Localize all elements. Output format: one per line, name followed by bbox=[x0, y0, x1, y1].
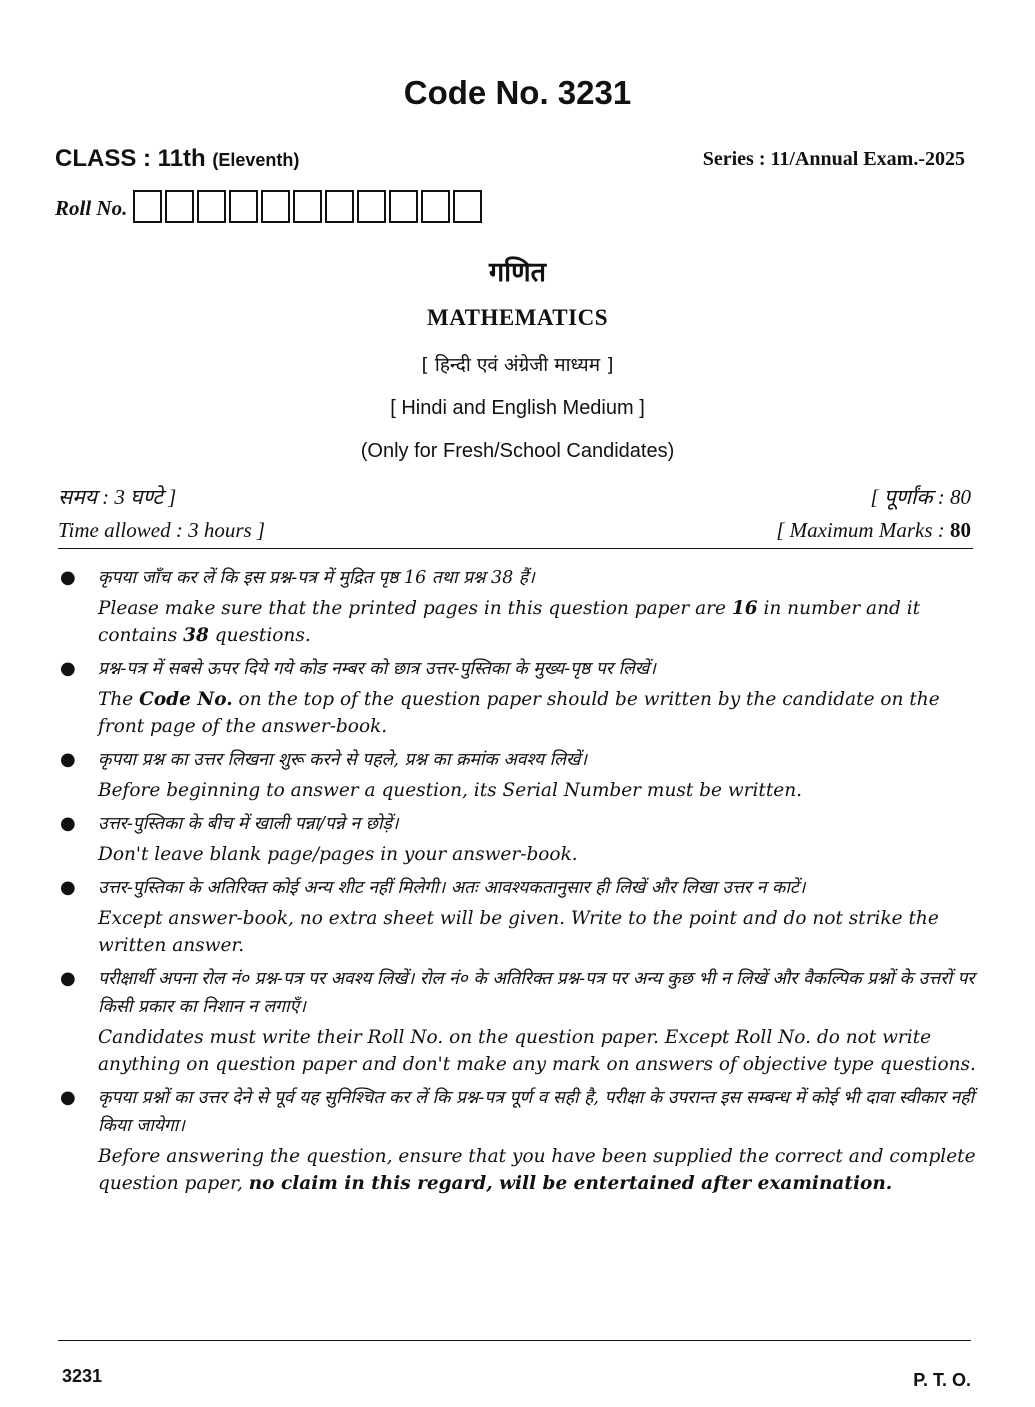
roll-box[interactable] bbox=[325, 190, 354, 223]
divider-bottom bbox=[58, 1340, 971, 1341]
instruction-hindi: प्रश्न-पत्र में सबसे ऊपर दिये गये कोड नम्बर को छात्र उत्तर-पुस्तिका के मुख्य-पृष्ठ पर लिखें। bbox=[98, 659, 656, 679]
class-value: CLASS : 11th bbox=[55, 145, 206, 172]
instruction-english: Before beginning to answer a question, its Serial Number must be written. bbox=[98, 780, 803, 801]
roll-box[interactable] bbox=[261, 190, 290, 223]
bullet-icon: ● bbox=[60, 567, 76, 588]
roll-box[interactable] bbox=[453, 190, 482, 223]
bullet-icon: ● bbox=[60, 1087, 76, 1108]
medium-english: [ Hindi and English Medium ] bbox=[390, 397, 645, 419]
instruction-english: The Code No. on the top of the question paper should be written by the candidate on the front page of the answer-book. bbox=[98, 689, 940, 737]
roll-box[interactable] bbox=[357, 190, 386, 223]
instruction-item bbox=[58, 564, 978, 649]
instruction-item bbox=[58, 746, 978, 804]
instruction-hindi: परीक्षार्थी अपना रोल नं० प्रश्न-पत्र पर अवश्य लिखें। रोल नं० के अतिरिक्त प्रश्न-पत्र पर अन्य कुछ भी न लिखें और वैकल्पिक प्रश्नों के उत्तरों पर किसी प्रकार का निशान न लगाएँ। bbox=[98, 969, 975, 1017]
roll-number-field[interactable] bbox=[55, 190, 485, 223]
time-row-english bbox=[58, 518, 971, 543]
subject-title-hindi: गणित bbox=[488, 257, 547, 288]
bullet-icon: ● bbox=[60, 877, 76, 898]
bullet-icon: ● bbox=[60, 813, 76, 834]
time-english: Time allowed : 3 hours ] bbox=[58, 518, 266, 542]
class-label bbox=[55, 145, 299, 173]
class-sub: (Eleventh) bbox=[212, 150, 300, 170]
roll-box[interactable] bbox=[197, 190, 226, 223]
instruction-hindi: कृपया जाँच कर लें कि इस प्रश्न-पत्र में मुद्रित पृष्ठ 16 तथा प्रश्न 38 हैं। bbox=[98, 568, 535, 588]
medium-hindi: [ हिन्दी एवं अंग्रेजी माध्यम ] bbox=[421, 354, 614, 376]
time-row-hindi bbox=[58, 483, 971, 511]
subject-title-english: MATHEMATICS bbox=[427, 305, 608, 330]
roll-box[interactable] bbox=[165, 190, 194, 223]
instructions-list bbox=[58, 564, 978, 1203]
divider-top bbox=[58, 548, 973, 549]
bullet-icon: ● bbox=[60, 968, 76, 989]
candidates-note: (Only for Fresh/School Candidates) bbox=[360, 440, 675, 462]
instruction-hindi: कृपया प्रश्न का उत्तर लिखना शुरू करने से पहले, प्रश्न का क्रमांक अवश्य लिखें। bbox=[98, 750, 587, 770]
instruction-english: Please make sure that the printed pages in this question paper are 16 in number and it contains 38 questions. bbox=[98, 598, 921, 646]
roll-box[interactable] bbox=[133, 190, 162, 223]
time-hindi: समय : 3 घण्टे ] bbox=[58, 485, 177, 509]
roll-boxes[interactable] bbox=[133, 190, 485, 223]
footer-pto: P. T. O. bbox=[913, 1370, 971, 1390]
marks-english bbox=[776, 518, 971, 543]
instruction-hindi: उत्तर-पुस्तिका के अतिरिक्त कोई अन्य शीट नहीं मिलेगी। अतः आवश्यकतानुसार ही लिखें और लिखा उत्तर न काटें। bbox=[98, 878, 806, 898]
code-number: Code No. 3231 bbox=[403, 74, 632, 111]
instruction-hindi: उत्तर-पुस्तिका के बीच में खाली पन्ना/पन्ने न छोड़ें। bbox=[98, 814, 399, 834]
marks-label: [ Maximum Marks : bbox=[776, 518, 945, 542]
roll-label: Roll No. bbox=[55, 196, 128, 220]
instruction-english: Don't leave blank page/pages in your answer-book. bbox=[98, 844, 578, 865]
bullet-icon: ● bbox=[60, 658, 76, 679]
series-label: Series : 11/Annual Exam.-2025 bbox=[702, 148, 965, 170]
instruction-item bbox=[58, 874, 978, 959]
marks-hindi: [ पूर्णांक : 80 bbox=[870, 485, 971, 509]
instruction-item bbox=[58, 810, 978, 868]
instruction-hindi: कृपया प्रश्नों का उत्तर देने से पूर्व यह सुनिश्चित कर लें कि प्रश्न-पत्र पूर्ण व सही है, परीक्षा के उपरान्त इस सम्बन्ध में कोई भी दावा स्वीकार नहीं किया जायेगा। bbox=[98, 1088, 975, 1136]
instruction-item bbox=[58, 655, 978, 740]
instruction-english: Candidates must write their Roll No. on the question paper. Except Roll No. do not write anything on question paper and don't make any mark on answers of objective type questions. bbox=[98, 1027, 976, 1075]
instruction-item bbox=[58, 965, 978, 1078]
roll-box[interactable] bbox=[229, 190, 258, 223]
instruction-english: Except answer-book, no extra sheet will be given. Write to the point and do not strike the written answer. bbox=[98, 908, 939, 956]
roll-box[interactable] bbox=[421, 190, 450, 223]
instruction-item bbox=[58, 1084, 978, 1197]
instruction-english: Before answering the question, ensure that you have been supplied the correct and complete question paper, no claim in this regard, will be entertained after examination. bbox=[98, 1146, 976, 1194]
footer-code: 3231 bbox=[62, 1366, 103, 1386]
bullet-icon: ● bbox=[60, 749, 76, 770]
marks-value: 80 bbox=[950, 518, 971, 542]
roll-box[interactable] bbox=[389, 190, 418, 223]
roll-box[interactable] bbox=[293, 190, 322, 223]
